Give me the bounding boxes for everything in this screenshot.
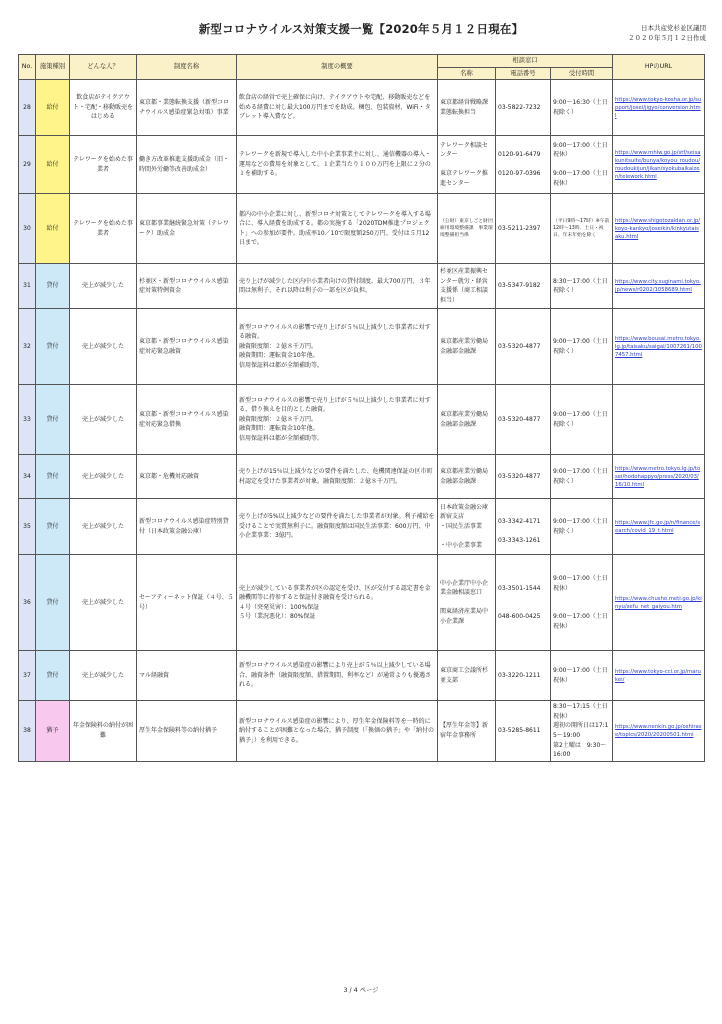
system-summary: 新型コロナウイルスの影響で売り上げが５％以上減少した事業者に対する融資。 融資限度額：２億８千万円。 融資期間：運転資金10年他。 信用保証料は都が全額補助等。 xyxy=(237,309,438,385)
contact-tel: 03-5320-4877 xyxy=(496,455,551,499)
contact-tel: 03-3501-1544 048-600-0425 xyxy=(496,555,551,651)
org-name: 日本共産党杉並区議団 xyxy=(641,24,706,32)
homepage-link[interactable]: https://www.shigotozaidan.or.jp/koyo-kankyo/joseikin/kinkyutaisaku.html xyxy=(613,194,705,264)
table-row xyxy=(19,136,705,194)
system-summary: 新型コロナウイルス感染症の影響により売上が５％以上減少している場合、融資条件（融資限度額、措置期間、利率など）が通常よりも優遇される。 xyxy=(237,651,438,701)
policy-type: 貸付 xyxy=(36,264,70,309)
system-name: 東京都・業態転換支援（新型コロナウイルス感染症緊急対策）事業 xyxy=(137,80,237,136)
system-name: 厚生年金保険料等の納付猶予 xyxy=(137,701,237,762)
system-summary: 都内の中小企業に対し、新型コロナ対策としてテレワークを導入する場合に、導入経費を助成する。都の実施する「2020TDM推進プロジェクト」への参加が要件。助成率10／10で限度額250万円、受付は５月12日まで。 xyxy=(237,194,438,264)
contact-name: 東京都産業労働局金融部金融課 xyxy=(438,455,496,499)
contact-name: 日本政策金融公庫新宿支店 ・国民生活事業 ・中小企業事業 xyxy=(438,499,496,555)
system-summary: テレワークを新規で導入した中小企業事業主に対し、通信機器の導入・運用などの費用を対象として、１企業当たり１００万円を上限に２分の１を補助する。 xyxy=(237,136,438,194)
header-name: 名称 xyxy=(438,67,496,80)
contact-name: 中小企業庁中小企業金融相談窓口 関東経済産業局中小企業課 xyxy=(438,555,496,651)
header-tel: 電話番号 xyxy=(496,67,551,80)
contact-hours: 9:00〜17:00（土日祝除く） xyxy=(551,499,613,555)
system-summary: 新型コロナウイルス感染症の影響により、厚生年金保険料等を一時的に納付することが困難となった場合、猶予制度（「換価の猶予」や「納付の猶予」）を利用できる。 xyxy=(237,701,438,762)
row-number: 38 xyxy=(19,701,36,762)
homepage-link[interactable]: https://www.tokyo-kosha.or.jp/support/josei/jigyo/conversion.html xyxy=(613,80,705,136)
contact-tel: 03-5347-9182 xyxy=(496,264,551,309)
header-no: No. xyxy=(19,55,36,80)
row-number: 28 xyxy=(19,80,36,136)
page-number: 3 / 4 ページ xyxy=(343,987,379,994)
system-name: 東京都・新型コロナウイルス感染症対応緊急融資 xyxy=(137,309,237,385)
header-hours: 受付時間 xyxy=(551,67,613,80)
contact-name: テレワーク相談センター 東京テレワーク推進センター xyxy=(438,136,496,194)
system-summary: 新型コロナウイルスの影響で売り上げが５％以上減少した事業者に対する、借り換えを目的とした融資。 融資限度額：２億８千万円。 融資期間：運転資金10年他。 信用保証料は都が全額補助等。 xyxy=(237,385,438,455)
table-row xyxy=(19,385,705,455)
contact-name: 【厚生年金等】新宿年金事務所 xyxy=(438,701,496,762)
policy-type: 給付 xyxy=(36,80,70,136)
target-who: 売上が減少した xyxy=(70,555,137,651)
policy-type: 貸付 xyxy=(36,385,70,455)
policy-type: 貸付 xyxy=(36,499,70,555)
homepage-link[interactable]: https://www.jfc.go.jp/n/finance/search/covid_19_t.html xyxy=(613,499,705,555)
contact-name: 東京都産業労働局金融部金融課 xyxy=(438,309,496,385)
target-who: 売上が減少した xyxy=(70,651,137,701)
system-summary: 売上が減少している事業者が区の認定を受け、区が交付する認定書を金融機関等に持参すると保証付き融資を受けられる。 ４号（突発災害）：100%保証 ５号（業況悪化）：80%保証 xyxy=(237,555,438,651)
target-who: 年金保険料の納付が困難 xyxy=(70,701,137,762)
page-title: 新型コロナウイルス対策支援一覧【2020年５月１２日現在】 xyxy=(198,22,524,36)
header-contact: 相談窓口 xyxy=(438,55,613,68)
policy-type: 貸付 xyxy=(36,309,70,385)
header-system: 制度名称 xyxy=(137,55,237,80)
contact-hours: 9:00〜17:00（土日祝除く） xyxy=(551,455,613,499)
target-who: 売上が減少した xyxy=(70,455,137,499)
header-summary: 制度の概要 xyxy=(237,55,438,80)
contact-hours: 9:00〜17:00（土日祝休） 9:00〜17:00（土日祝休） xyxy=(551,136,613,194)
contact-tel: 03-5320-4877 xyxy=(496,385,551,455)
contact-hours: 9:00〜17:00（土日祝除く） xyxy=(551,385,613,455)
table-row xyxy=(19,455,705,499)
contact-tel: 03-3220-1211 xyxy=(496,651,551,701)
policy-type: 貸付 xyxy=(36,455,70,499)
target-who: 売上が減少した xyxy=(70,385,137,455)
system-name: 東京都・新型コロナウイルス感染症対応緊急借換 xyxy=(137,385,237,455)
system-name: マル経融資 xyxy=(137,651,237,701)
contact-name: （公財）東京しごと財団 雇用環境整備課 事業環境整備担当係 xyxy=(438,194,496,264)
row-number: 34 xyxy=(19,455,36,499)
table-row xyxy=(19,264,705,309)
contact-name: 東京商工会議所杉並支部 xyxy=(438,651,496,701)
homepage-link[interactable]: https://www.chusho.meti.go.jp/kinyu/sefu_net_gaiyou.htm xyxy=(613,555,705,651)
table-row xyxy=(19,499,705,555)
target-who: 売上が減少した xyxy=(70,264,137,309)
contact-hours: 9:00〜17:00（土日祝休） xyxy=(551,651,613,701)
row-number: 33 xyxy=(19,385,36,455)
homepage-link[interactable]: https://www.metro.tokyo.lg.jp/tosei/hodohappyo/press/2020/03/16/10.html xyxy=(613,455,705,499)
homepage-link[interactable]: https://www.bousai.metro.tokyo.lg.jp/taisaku/saigai/1007261/1007457.html xyxy=(613,309,705,385)
policy-type: 給付 xyxy=(36,194,70,264)
table-row xyxy=(19,651,705,701)
row-number: 31 xyxy=(19,264,36,309)
table-row xyxy=(19,80,705,136)
header-url: HPのURL xyxy=(613,55,705,80)
support-table xyxy=(18,54,705,762)
homepage-link[interactable]: https://www.mhlw.go.jp/stf/seisakunitsuite/bunya/koyou_roudou/roudoukijun/jikan/syokubaikaizen/telework.html xyxy=(613,136,705,194)
header-type: 施策種別 xyxy=(36,55,70,80)
system-name: 働き方改革推進支援助成金（旧・時間外労働等改善助成金） xyxy=(137,136,237,194)
created-date: ２０２０年５月１２日作成 xyxy=(628,34,706,42)
policy-type: 猶予 xyxy=(36,701,70,762)
system-name: 杉並区・新型コロナウイルス感染症対策特例資金 xyxy=(137,264,237,309)
contact-tel: 0120-91-6479 0120-97-0396 xyxy=(496,136,551,194)
target-who: テレワークを始めた事業者 xyxy=(70,194,137,264)
system-summary: 売り上げが減少した区内中小業者向けの貸付制度。最大700万円、３年間は無利子、それ以降は利子の一部を区が負担。 xyxy=(237,264,438,309)
homepage-link xyxy=(613,385,705,455)
contact-hours: 9:00〜17:00（土日祝除く） xyxy=(551,309,613,385)
contact-name: 東京都経営戦略課 業態転換担当 xyxy=(438,80,496,136)
row-number: 32 xyxy=(19,309,36,385)
row-number: 35 xyxy=(19,499,36,555)
policy-type: 貸付 xyxy=(36,555,70,651)
target-who: 売上が減少した xyxy=(70,309,137,385)
contact-tel: 03-5285-8611 xyxy=(496,701,551,762)
homepage-link[interactable]: https://www.city.suginami.tokyo.jp/news/r0202/1058689.html xyxy=(613,264,705,309)
contact-tel: 03-3342-4171 03-3343-1261 xyxy=(496,499,551,555)
row-number: 37 xyxy=(19,651,36,701)
target-who: 飲食店がテイクアウト・宅配・移動販売をはじめる xyxy=(70,80,137,136)
system-summary: 売り上げが5%以上減少などの要件を満たした事業者が対象。利子補給を受けることで実質無利子に。融資限度額は国民生活事業：600万円、中小企業事業：3億円。 xyxy=(237,499,438,555)
contact-hours: 8:30〜17:15（土日祝休） 週初の開所日は17:15〜19:00 第2土曜は 9:30〜16:00 xyxy=(551,701,613,762)
contact-hours: 9:00〜16:30（土日祝除く） xyxy=(551,80,613,136)
table-row xyxy=(19,555,705,651)
table-row xyxy=(19,309,705,385)
table-row xyxy=(19,701,705,762)
contact-hours: 8:30〜17:00（土日祝除く） xyxy=(551,264,613,309)
contact-tel: 03-5211-2397 xyxy=(496,194,551,264)
contact-name: 杉並区産業振興センター就労・経営支援係（商工相談担当） xyxy=(438,264,496,309)
system-name: 新型コロナウイルス感染症特別貸付（日本政策金融公庫） xyxy=(137,499,237,555)
row-number: 30 xyxy=(19,194,36,264)
author-block xyxy=(628,23,706,43)
system-summary: 売り上げが15％以上減少などの要件を満たした、危機関連保証の区市町村認定を受けた事業者が対象。融資限度額：２億８千万円。 xyxy=(237,455,438,499)
policy-type: 給付 xyxy=(36,136,70,194)
row-number: 29 xyxy=(19,136,36,194)
contact-hours: （平日9時〜17時）※午前12時〜13時、土日・祝日、年末年始を除く xyxy=(551,194,613,264)
header-who: どんな人？ xyxy=(70,55,137,80)
contact-name: 東京都産業労働局金融部金融課 xyxy=(438,385,496,455)
target-who: テレワークを始めた事業者 xyxy=(70,136,137,194)
policy-type: 貸付 xyxy=(36,651,70,701)
homepage-link[interactable]: https://www.tokyo-cci.or.jp/marukei/ xyxy=(613,651,705,701)
target-who: 売上が減少した xyxy=(70,499,137,555)
system-name: 東京都事業継続緊急対策（テレワーク）助成金 xyxy=(137,194,237,264)
contact-tel: 03-5320-4877 xyxy=(496,309,551,385)
homepage-link[interactable]: https://www.nenkin.go.jp/oshirase/topics/2020/20200501.html xyxy=(613,701,705,762)
row-number: 36 xyxy=(19,555,36,651)
system-name: セーフティーネット保証（４号、５号） xyxy=(137,555,237,651)
table-row xyxy=(19,194,705,264)
system-name: 東京都・危機対応融資 xyxy=(137,455,237,499)
contact-hours: 9:00〜17:00（土日祝休） 9:00〜17:00（土日祝休） xyxy=(551,555,613,651)
system-summary: 飲食店の経営で売上確保に向け、テイクアウトや宅配、移動販売などを始める経費に対し最大100万円までを助成。梱包、包装資材、WiFi・タブレット導入費など。 xyxy=(237,80,438,136)
contact-tel: 03-5822-7232 xyxy=(496,80,551,136)
